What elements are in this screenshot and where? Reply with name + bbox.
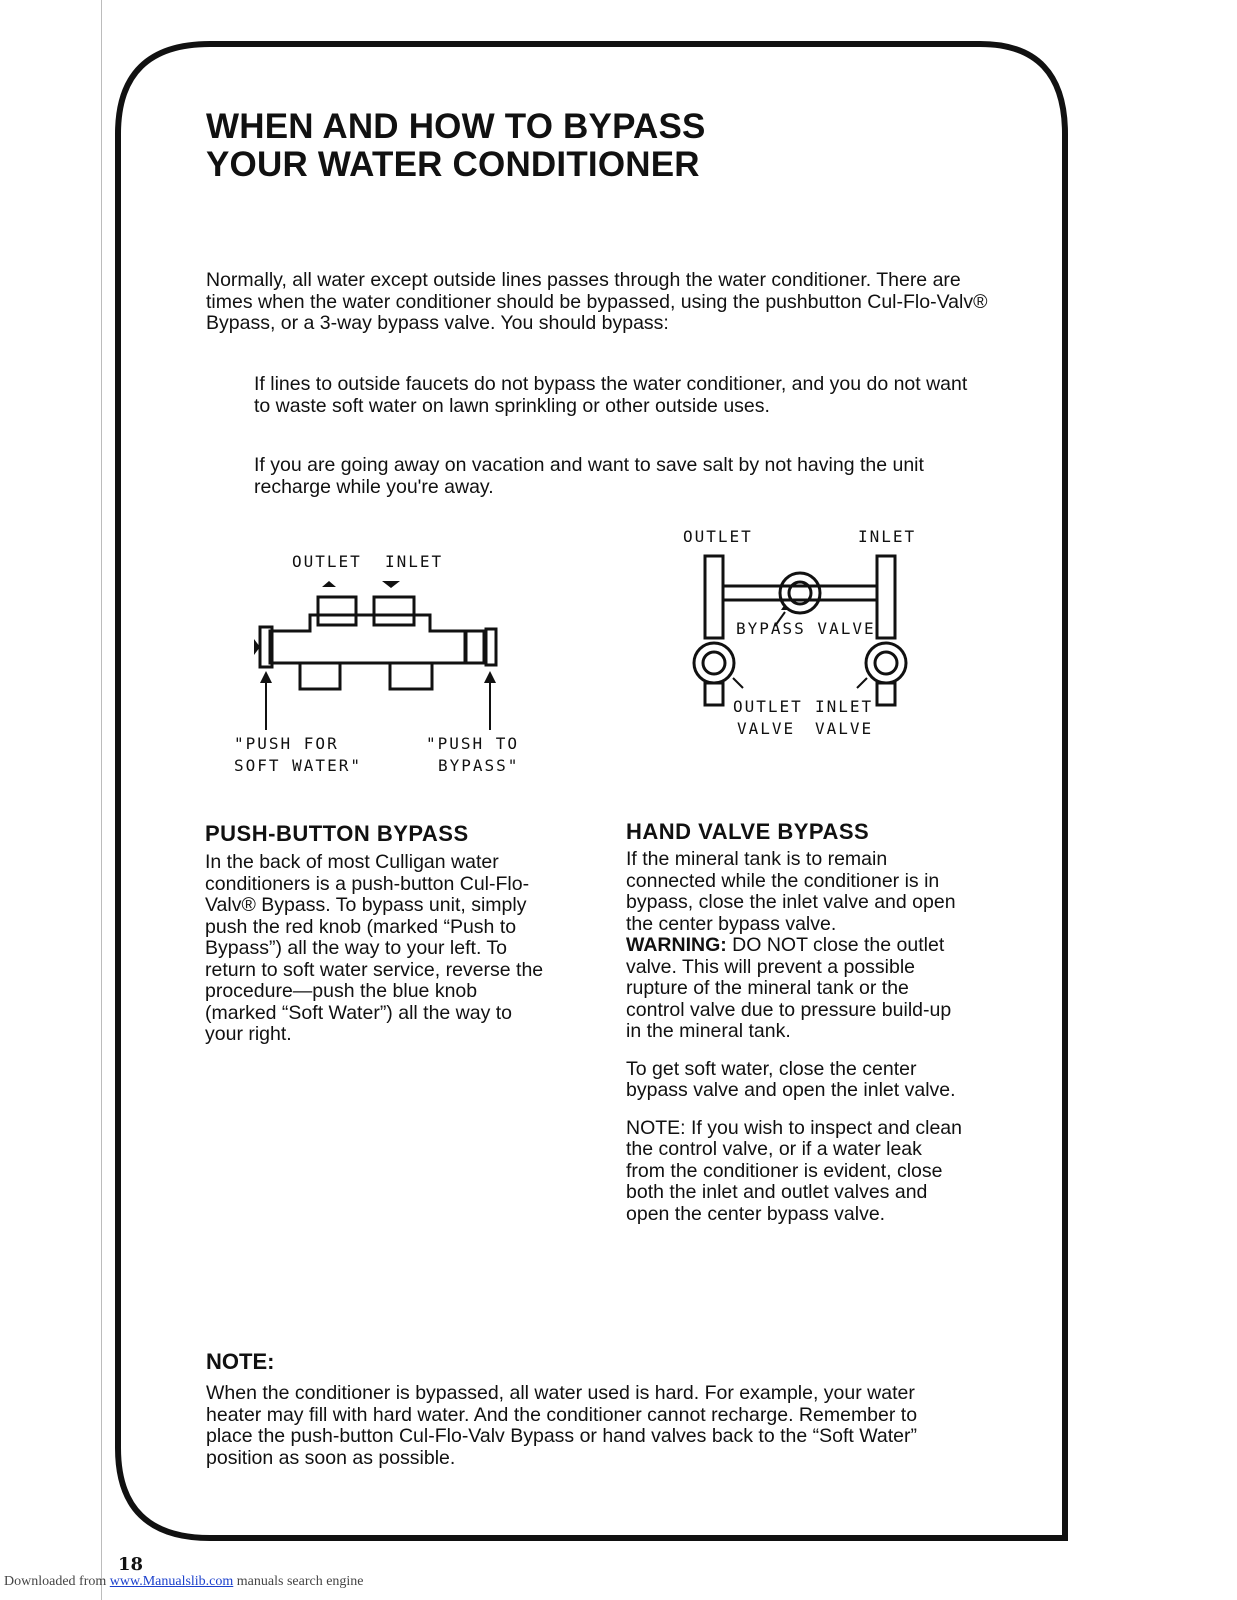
bottom-right-port	[390, 663, 432, 689]
outlet-valve-pointer-icon	[733, 678, 743, 688]
outlet-pipe-bottom	[705, 683, 723, 705]
bypass-reason-1: If lines to outside faucets do not bypass the water conditioner, and you do not want to waste soft water on lawn sprinkling or other outside uses.	[254, 373, 968, 417]
download-footer	[4, 1574, 364, 1590]
right-outlet-label: OUTLET	[683, 527, 753, 546]
footer-prefix: Downloaded from	[4, 1574, 110, 1589]
page-title	[206, 108, 706, 184]
bottom-left-port	[300, 663, 340, 689]
page-title-line-2: YOUR WATER CONDITIONER	[206, 145, 700, 184]
intro-paragraph: Normally, all water except outside lines passes through the water conditioner. There are times when the water conditioner should be bypassed, using the pushbutton Cul-Flo-Valv® Bypass, or a 3-way bypass valve. You should bypass:	[206, 269, 988, 334]
footer-suffix: manuals search engine	[233, 1574, 364, 1589]
hand-valve-warning	[626, 935, 966, 1043]
page-title-line-1: WHEN AND HOW TO BYPASS	[206, 107, 706, 146]
hand-valve-text	[626, 849, 966, 1241]
push-button-valve-diagram	[240, 575, 510, 735]
inlet-valve-label: INLET VALVE	[815, 697, 874, 738]
inlet-pipe-bottom	[877, 683, 895, 705]
right-knob-cap	[486, 629, 496, 665]
warning-label: WARNING:	[626, 934, 727, 956]
right-inlet-label: INLET	[858, 527, 917, 546]
outlet-valve-label: OUTLET VALVE	[733, 697, 803, 738]
inlet-valve-icon	[866, 643, 906, 683]
right-knob	[466, 631, 484, 663]
outlet-port	[318, 597, 356, 625]
hand-valve-p1: If the mineral tank is to remain connected while the conditioner is in bypass, close the inlet valve and open the center bypass valve.	[626, 848, 956, 935]
bypass-reason-2: If you are going away on vacation and want to save salt by not having the unit recharge while you're away.	[254, 454, 924, 498]
inlet-port	[374, 597, 414, 625]
hand-valve-heading: HAND VALVE BYPASS	[626, 819, 870, 844]
outlet-arrow-icon	[322, 581, 336, 587]
push-bypass-arrow-icon	[484, 671, 496, 683]
push-bypass-label: "PUSH TO BYPASS"	[426, 734, 520, 775]
hand-valve-p2: To get soft water, close the center bypass valve and open the inlet valve.	[626, 1057, 956, 1101]
page-number: 18	[118, 1554, 144, 1575]
push-soft-arrow-icon	[260, 671, 272, 683]
page-margin-rule	[101, 0, 102, 1600]
push-soft-label: "PUSH FOR SOFT WATER"	[234, 734, 362, 775]
inlet-arrow-icon	[382, 581, 400, 588]
hand-valve-p3: NOTE: If you wish to inspect and clean the control valve, or if a water leak from the conditioner is evident, close both the inlet and outlet valves and open the center bypass valve.	[626, 1116, 962, 1225]
note-heading: NOTE:	[206, 1349, 275, 1374]
left-outlet-label: OUTLET	[292, 552, 362, 571]
valve-body	[270, 615, 465, 663]
push-button-heading: PUSH-BUTTON BYPASS	[205, 821, 469, 846]
left-inlet-label: INLET	[385, 552, 444, 571]
bypass-pipe	[723, 586, 877, 600]
manualslib-link[interactable]: www.Manualslib.com	[109, 1574, 234, 1589]
outlet-valve-icon	[694, 643, 734, 683]
push-button-text: In the back of most Culligan water conditioners is a push-button Cul-Flo-Valv® Bypass. To bypass unit, simply push the red knob (marked “Push to Bypass”) all the way to your left. To return to soft water service, reverse the procedure—push the blue knob (marked “Soft Water”) all the way to your right.	[205, 851, 544, 1045]
inlet-pipe	[877, 556, 895, 638]
warning-text: DO NOT close the outlet valve. This will prevent a possible rupture of the mineral tank or the control valve due to pressure build-up in the mineral tank.	[626, 934, 952, 1042]
note-text: When the conditioner is bypassed, all water used is hard. For example, your water heater may fill with hard water. And the conditioner cannot recharge. Remember to place the push-button Cul-Flo-Valv Bypass or hand valves back to the “Soft Water” position as soon as possible.	[206, 1382, 918, 1469]
outlet-pipe	[705, 556, 723, 638]
inlet-valve-pointer-icon	[857, 678, 867, 688]
bypass-valve-label: BYPASS VALVE	[736, 619, 876, 638]
